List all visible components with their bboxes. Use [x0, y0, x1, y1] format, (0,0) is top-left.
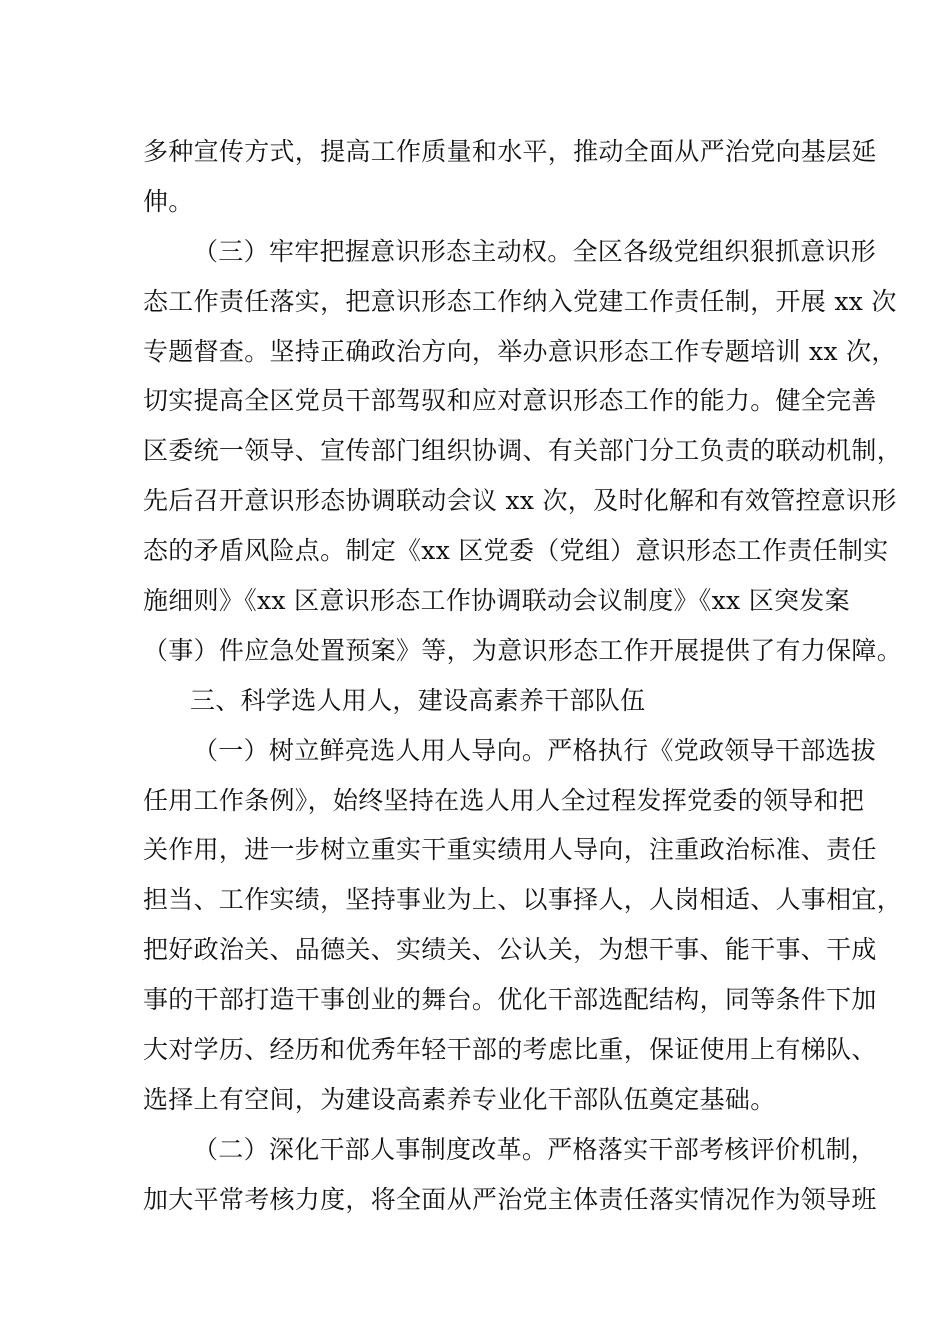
text-line: 态的矛盾风险点。制定《xx 区党委（党组）意识形态工作责任制实 — [143, 536, 889, 565]
paragraph-heading-line: （三）牢牢把握意识形态主动权。全区各级党组织狠抓意识形 — [193, 237, 877, 266]
text-line: 选择上有空间，为建设高素养专业化干部队伍奠定基础。 — [143, 1085, 776, 1114]
text-line: 把好政治关、品德关、实绩关、公认关，为想干事、能干事、干成 — [143, 935, 877, 964]
text-line: 先后召开意识形态协调联动会议 xx 次，及时化解和有效管控意识形 — [143, 486, 897, 515]
text-line: 切实提高全区党员干部驾驭和应对意识形态工作的能力。健全完善 — [143, 386, 877, 415]
text-line: （事）件应急处置预案》等，为意识形态工作开展提供了有力保障。 — [143, 636, 903, 665]
text-line: 加大平常考核力度，将全面从严治党主体责任落实情况作为领导班 — [143, 1185, 877, 1214]
text-line: 专题督查。坚持正确政治方向，举办意识形态工作专题培训 xx 次， — [143, 337, 897, 366]
paragraph-heading-line: （二）深化干部人事制度改革。严格落实干部考核评价机制， — [193, 1135, 877, 1164]
text-line: 态工作责任落实，把意识形态工作纳入党建工作责任制，开展 xx 次 — [143, 287, 897, 316]
text-line: 事的干部打造干事创业的舞台。优化干部选配结构，同等条件下加 — [143, 985, 877, 1014]
text-line: 伸。 — [143, 187, 194, 216]
text-line: 任用工作条例》，始终坚持在选人用人全过程发挥党委的领导和把 — [143, 786, 865, 815]
paragraph-heading-line: （一）树立鲜亮选人用人导向。严格执行《党政领导干部选拔 — [193, 736, 877, 765]
text-line: 区委统一领导、宣传部门组织协调、有关部门分工负责的联动机制， — [143, 436, 903, 465]
text-line: 大对学历、经历和优秀年轻干部的考虑比重，保证使用上有梯队、 — [143, 1035, 877, 1064]
text-line: 施细则》《xx 区意识形态工作协调联动会议制度》《xx 区突发案 — [143, 586, 850, 615]
text-line: 担当、工作实绩，坚持事业为上、以事择人，人岗相适、人事相宜， — [143, 885, 903, 914]
text-line: 关作用，进一步树立重实干重实绩用人导向，注重政治标准、责任 — [143, 835, 877, 864]
text-line: 多种宣传方式，提高工作质量和水平，推动全面从严治党向基层延 — [143, 137, 877, 166]
section-heading: 三、科学选人用人，建设高素养干部队伍 — [190, 686, 646, 715]
